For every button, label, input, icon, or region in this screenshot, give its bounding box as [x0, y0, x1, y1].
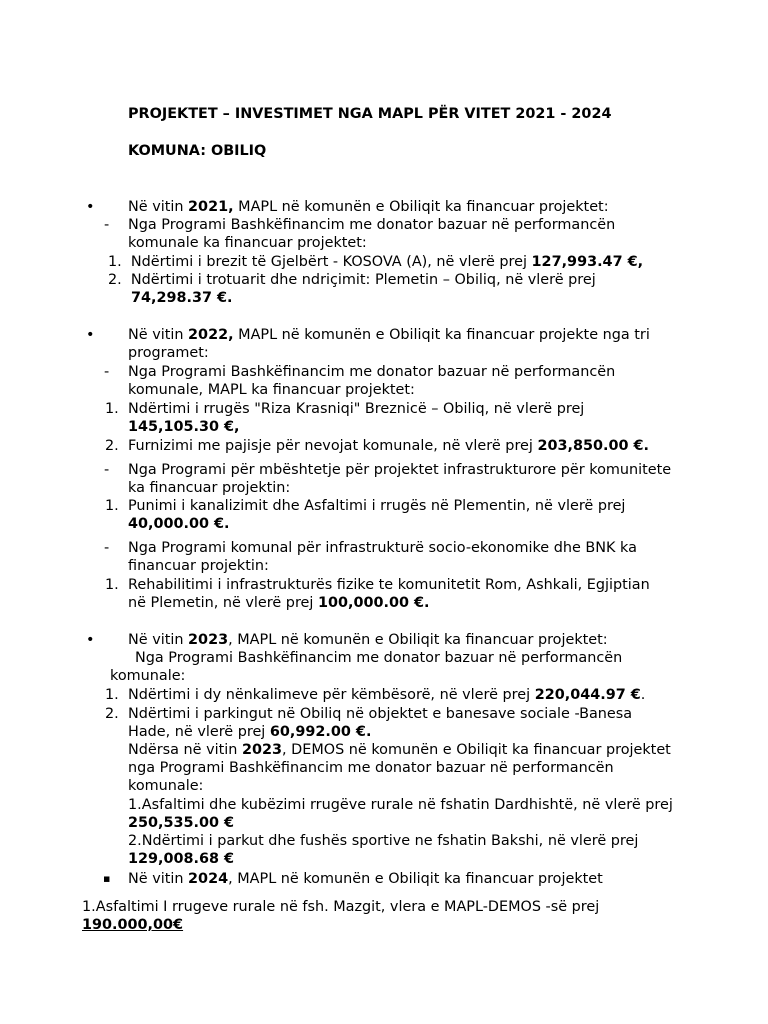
program-2023-line1: Nga Programi Bashkëfinancim me donator bazuar në performancën [135, 650, 623, 666]
dash-2022-2: - [104, 462, 110, 478]
demos-2023-line2: nga Programi Bashkëfinancim me donator bazuar në performancën [128, 760, 614, 776]
intro-2024: Në vitin 2024, MAPL në komunën e Obiliqit ka financuar projektet [128, 871, 603, 887]
program3-2022-line1: Nga Programi komunal për infrastrukturë socio-ekonomike dhe BNK ka [128, 540, 637, 556]
intro-2022-line2: programet: [128, 345, 209, 361]
p1-item2-text: Furnizimi me pajisje për nevojat komunale, në vlerë prej 203,850.00 €. [128, 438, 650, 454]
item2-2023-text1: Ndërtimi i parkingut në Obiliq në objektet e banesave sociale -Banesa [128, 706, 633, 722]
item2-2023-num: 2. [105, 706, 119, 722]
program3-2022-line2: financuar projektin: [128, 558, 269, 574]
item2-2023-text2: Hade, në vlerë prej 60,992.00 €. [128, 724, 372, 740]
document-title: PROJEKTET – INVESTIMET NGA MAPL PËR VITET 2021 - 2024 [128, 106, 612, 122]
program-2023-line2: komunale: [110, 668, 186, 684]
bullet-2024: ▪ [103, 872, 111, 885]
item1-2023-text: Ndërtimi i dy nënkalimeve për këmbësorë, në vlerë prej 220,044.97 €. [128, 687, 646, 703]
list-item-2021-1: 1. Ndërtimi i brezit të Gjelbërt - KOSOVA (A), në vlerë prej 127,993.47 €, [108, 254, 644, 270]
intro-2021: Në vitin 2021, MAPL në komunën e Obiliqit ka financuar projektet: [128, 199, 609, 215]
item1-2024-text: 1.Asfaltimi I rrugeve rurale në fsh. Mazgit, vlera e MAPL-DEMOS -së prej [82, 899, 600, 915]
p1-item1-text: Ndërtimi i rrugës "Riza Krasniqi" Breznicë – Obiliq, në vlerë prej [128, 401, 585, 417]
p3-item1-text2: në Plemetin, në vlerë prej 100,000.00 €. [128, 595, 430, 611]
dash-2022-3: - [104, 540, 110, 556]
bullet-2021: • [86, 199, 95, 215]
intro-2023: Në vitin 2023, MAPL në komunën e Obiliqit ka financuar projektet: [128, 632, 608, 648]
intro-2022: Në vitin 2022, MAPL në komunën e Obiliqit ka financuar projekte nga tri [128, 327, 650, 343]
bullet-2023: • [86, 632, 95, 648]
p3-item1-num: 1. [105, 577, 119, 593]
program1-2022-line2: komunale, MAPL ka financuar projektet: [128, 382, 415, 398]
p2-item1-text: Punimi i kanalizimit dhe Asfaltimi i rrugës në Plementin, në vlerë prej [128, 498, 626, 514]
p2-item1-num: 1. [105, 498, 119, 514]
program-2021-line2: komunale ka financuar projektet: [128, 235, 367, 251]
program2-2022-line2: ka financuar projektin: [128, 480, 291, 496]
p1-item1-value: 145,105.30 €, [128, 419, 240, 435]
demos-item2-value: 129,008.68 € [128, 851, 235, 867]
program-2021-line1: Nga Programi Bashkëfinancim me donator bazuar në performancën [128, 217, 616, 233]
demos-2023-intro: Ndërsa në vitin 2023, DEMOS në komunën e Obiliqit ka financuar projektet [128, 742, 671, 758]
p2-item1-value: 40,000.00 €. [128, 516, 230, 532]
municipality-heading: KOMUNA: OBILIQ [128, 143, 267, 159]
demos-item2-text: 2.Ndërtimi i parkut dhe fushës sportive ne fshatin Bakshi, në vlerë prej [128, 833, 639, 849]
item1-2023-num: 1. [105, 687, 119, 703]
p1-item1-num: 1. [105, 401, 119, 417]
p3-item1-text1: Rehabilitimi i infrastrukturës fizike te komunitetit Rom, Ashkali, Egjiptian [128, 577, 650, 593]
bullet-2022: • [86, 327, 95, 343]
dash-2021: - [104, 217, 110, 233]
list-item-2021-2: 2. Ndërtimi i trotuarit dhe ndriçimit: Plemetin – Obiliq, në vlerë prej [108, 272, 596, 288]
demos-2023-line3: komunale: [128, 778, 204, 794]
demos-item1-value: 250,535.00 € [128, 815, 235, 831]
program2-2022-line1: Nga Programi për mbështetje për projektet infrastrukturore për komunitete [128, 462, 672, 478]
dash-2022-1: - [104, 364, 110, 380]
list-item-2021-2-value: 74,298.37 €. [131, 290, 233, 306]
demos-item1-text: 1.Asfaltimi dhe kubëzimi rrugëve rurale në fshatin Dardhishtë, në vlerë prej [128, 797, 673, 813]
item1-2024-value: 190.000,00€ [82, 917, 184, 933]
p1-item2-num: 2. [105, 438, 119, 454]
program1-2022-line1: Nga Programi Bashkëfinancim me donator bazuar në performancën [128, 364, 616, 380]
